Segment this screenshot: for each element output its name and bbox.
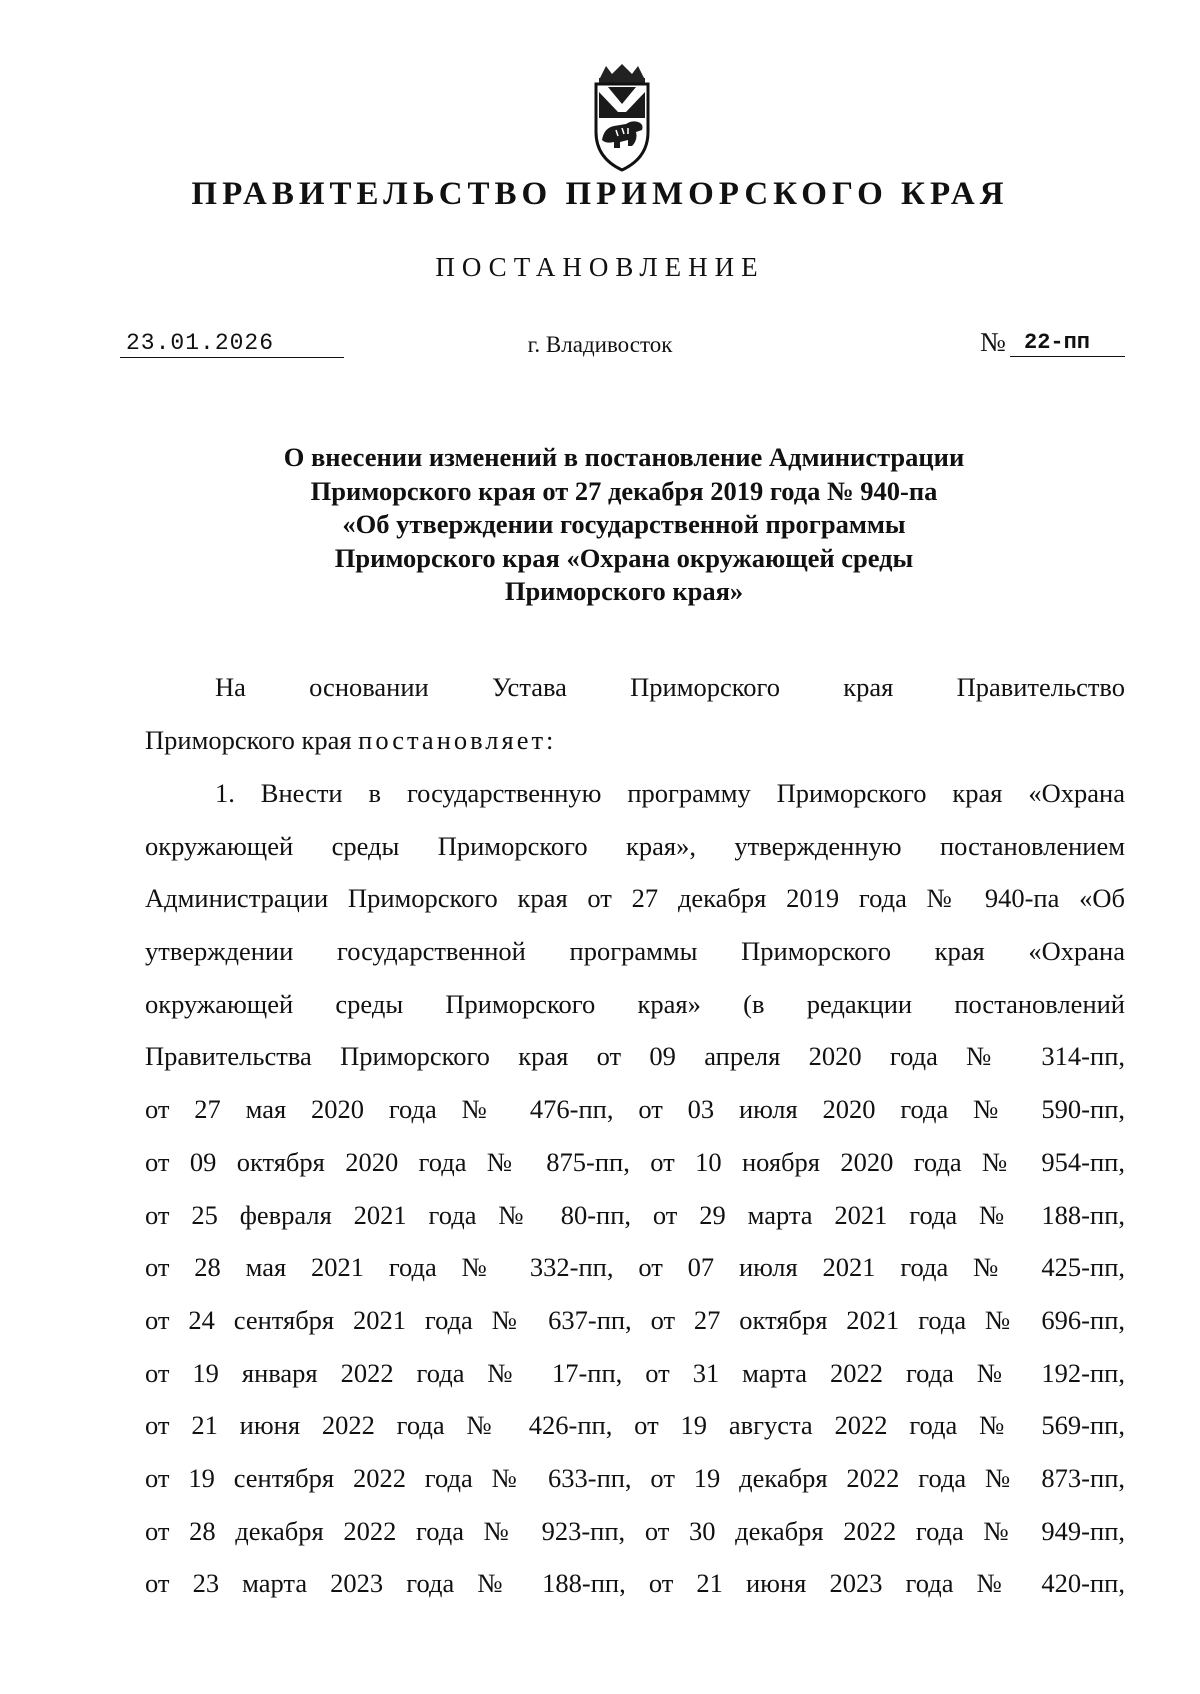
subject-line: Приморского края «Охрана окружающей среды bbox=[334, 542, 914, 573]
paragraph-line: 1. Внести в государственную программу Приморского края «Охрана bbox=[215, 778, 1125, 808]
preamble-text: Приморского края bbox=[145, 724, 359, 755]
paragraph-line: от 19 сентября 2022 года № 633-пп, от 19 декабря 2022 года № 873-пп, bbox=[145, 1462, 1125, 1493]
subject-line: Приморского края от 27 декабря 2019 года № 940-па bbox=[310, 475, 938, 506]
paragraph-line: от 19 января 2022 года № 17-пп, от 31 марта 2022 года № 192-пп, bbox=[145, 1357, 1125, 1388]
document-city: г. Владивосток bbox=[527, 332, 673, 357]
paragraph-line: от 28 декабря 2022 года № 923-пп, от 30 декабря 2022 года № 949-пп, bbox=[145, 1515, 1125, 1546]
subject-line: О внесении изменений в постановление Администрации bbox=[283, 442, 965, 472]
document-number: 22-пп bbox=[1010, 330, 1125, 357]
paragraph-line: от 23 марта 2023 года № 188-пп, от 21 июня 2023 года № 420-пп, bbox=[145, 1568, 1125, 1599]
paragraph-1 bbox=[145, 767, 1125, 1610]
document-date: 23.01.2026 bbox=[120, 330, 344, 358]
paragraph-line: окружающей среды Приморского края», утвержденную постановлением bbox=[145, 830, 1125, 861]
paragraph-line: Администрации Приморского края от 27 декабря 2019 года № 940-па «Об bbox=[145, 883, 1125, 914]
preamble-paragraph bbox=[145, 661, 1125, 766]
document-subject bbox=[0, 441, 1200, 609]
preamble-line bbox=[145, 714, 1125, 767]
preamble-decision-word: постановляет: bbox=[358, 724, 557, 755]
preamble-line: На основании Устава Приморского края Правительство bbox=[215, 672, 1125, 702]
paragraph-line: от 25 февраля 2021 года № 80-пп, от 29 марта 2021 года № 188-пп, bbox=[145, 1199, 1125, 1230]
paragraph-line: от 28 мая 2021 года № 332-пп, от 07 июля 2021 года № 425-пп, bbox=[145, 1252, 1125, 1283]
paragraph-line: Правительства Приморского края от 09 апреля 2020 года № 314-пп, bbox=[145, 1041, 1125, 1072]
paragraph-line: утверждении государственной программы Приморского края «Охрана bbox=[145, 936, 1125, 967]
paragraph-line: от 24 сентября 2021 года № 637-пп, от 27 октября 2021 года № 696-пп, bbox=[145, 1304, 1125, 1335]
paragraph-line: от 27 мая 2020 года № 476-пп, от 03 июля 2020 года № 590-пп, bbox=[145, 1094, 1125, 1125]
subject-line: Приморского края» bbox=[504, 576, 744, 606]
paragraph-line: от 09 октября 2020 года № 875-пп, от 10 ноября 2020 года № 954-пп, bbox=[145, 1146, 1125, 1177]
organization-title: ПРАВИТЕЛЬСТВО ПРИМОРСКОГО КРАЯ bbox=[191, 176, 1009, 212]
number-sign: № bbox=[980, 327, 1006, 357]
coat-of-arms-emblem bbox=[566, 62, 678, 174]
paragraph-line: окружающей среды Приморского края» (в редакции постановлений bbox=[145, 988, 1125, 1019]
paragraph-line: от 21 июня 2022 года № 426-пп, от 19 августа 2022 года № 569-пп, bbox=[145, 1410, 1125, 1441]
subject-line: «Об утверждении государственной программы bbox=[342, 509, 906, 539]
document-type: ПОСТАНОВЛЕНИЕ bbox=[435, 252, 765, 282]
